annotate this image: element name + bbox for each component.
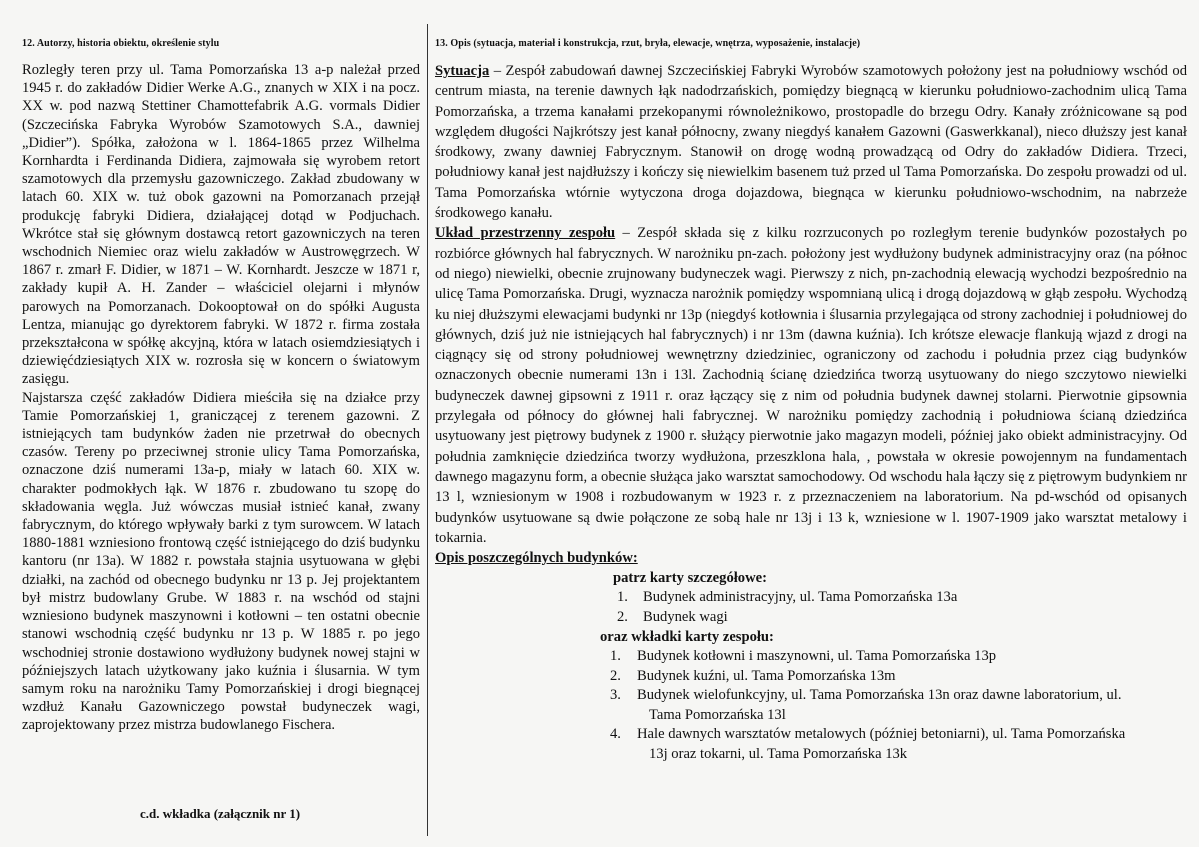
inserts-list: [435, 647, 1187, 764]
list-item: 2. Budynek wagi: [617, 608, 728, 625]
situation-paragraph: [435, 61, 1187, 223]
history-paragraph-1: Rozległy teren przy ul. Tama Pomorzańska 13 a-p należał przed 1945 r. do zakładów Didier Werke A.G., znanych w XIX i na pocz. XX w. pod nazwą Stettiner Chamottefabrik A.G. vormals Didier (Szczecińska Fabryka Wyrobów Szamotowych S.A., dawniej „Didier”). Spółka, założona w l. 1864-1865 przez Wilhelma Kornhardta i Ferdinanda Didiera, zajmowała się wyrobem retort szamotowych dla przemysłu gazowniczego. Zakład zbudowany w latach 60. XIX w. tuż obok gazowni na Pomorzanach przejął produkcję fabryki Didiera, działającej dotąd w Podjuchach. Wkrótce stał się głównym dostawcą retort gazowniczych na teren wschodnich Niemiec oraz wielu zakładów w Austrowęgrzech. W 1867 r. zmarł F. Didier, w 1871 – W. Kornhardt. Jeszcze w 1871 r, zakłady kupił A. H. Zander – właściciel olejarni i młynów parowych na Pomorzanach. Dokooptował on do spółki Augusta Lentza, mianując go dyrektorem fabryki. W 1872 r. firma została przekształcona w spółkę akcyjną, która w latach osiemdziesiątych i dziewięćdziesiątych XIX w. rozrosła się w koncern o światowym zasięgu.: [22, 62, 420, 388]
list-item: 4. Hale dawnych warsztatów metalowych (później betoniarni), ul. Tama Pomorzańska 13j oraz tokarni, ul. Tama Pomorzańska 13k: [610, 726, 1126, 762]
history-column: [22, 38, 420, 735]
continuation-note: c.d. wkładka (załącznik nr 1): [140, 806, 301, 821]
layout-text: – Zespół składa się z kilku rozrzuconych po rozległym terenie budynków pozostałych po rozbiórce głównych hal fabrycznych. W narożniku pn-zach. położony jest wydłużony budynek administracyjny oraz (na północ od niego) niewielki, obecnie zrujnowany budyneczek wagi. Pierwszy z nich, pn-zachodnią elewacją wychodzi bezpośrednio na ulicę Tama Pomorzańska. Drugi, wyznacza narożnik pomiędzy wspomnianą ulicą i drogą dojazdową w głąb zespołu. Wychodzą ku niej dłuższymi elewacjami budynki nr 13p (niegdyś kotłownia i ślusarnia przylegająca od strony zachodniej i południowej do głównych, dziś już nie istniejących hal fabrycznych) i nr 13m (dawna kuźnia). Ich krótsze elewacje flankują wjazd z drogi na ciągnący się od strony południowej wewnętrzny dziedziniec, ograniczony od zachodu i południa przez ciąg budynków oznaczonych obecnie numerami 13n i 13l. Zachodnią ścianę dziedzińca tworzą usytuowany do niego szczytowo niewielki budyneczek dawnej gipsowni z 1911 r. oraz łączący się z nim od południa budynek dawnej stolarni. Pierwotnie gipsownia przylegała od północy do głównej hali fabrycznej. W narożniku pomiędzy zachodnią i południowa ścianą dziedzińca usytuowany jest piętrowy budynek z 1900 r. służący pierwotnie jako magazyn modeli, później jako obiekt administracyjny. Od południa zamknięcie dziedzińca tworzy wydłużona, przeszklona hala, , powstała w okresie powojennym na fundamentach dawnego magazynu form, a obecnie służąca jako warsztat samochodowy. Od wschodu hala łączy się z piętrowym budynkiem nr 13 l, wzniesionym w 1908 i rozbudowanym w 1923 r. z przeznaczeniem na laboratorium. Na pd-wschód od opisanych budynków usytuowane są dwie połączone ze sobą hale nr 13j i 13 k, wzniesione w l. 1907-1909 jako warsztat metalowy i tokarnia.: [435, 225, 1187, 546]
detail-cards-list: [435, 588, 1187, 627]
history-text: [22, 61, 420, 735]
column-divider: [427, 24, 428, 836]
history-heading: 12. Autorzy, historia obiektu, określenie stylu: [22, 38, 220, 49]
situation-label: Sytuacja: [435, 63, 490, 79]
description-column: [435, 38, 1187, 764]
list-item: 1. Budynek administracyjny, ul. Tama Pomorzańska 13a: [617, 589, 958, 606]
history-paragraph-2: Najstarsza część zakładów Didiera mieściła się na działce przy Tamie Pomorzańskiej 1, graniczącej z terenem gazowni. Z istniejących tam budynków żaden nie przetrwał do obecnych czasów. Tereny po przeciwnej stronie ulicy Tama Pomorzańska, oznaczone dziś numerami 13a-p, miały w latach 60. XIX w. charakter podmokłych łąk. W 1876 r. zbudowano tu szopę do składowania węgla. Już wówczas musiał istnieć kanał, zwany fabrycznym, do którego wpływały barki z tym surowcem. W latach 1880-1881 wzniesiono frontową część istniejącego do dziś budynku kantoru (nr 13a). W 1882 r. powstała stajnia usytuowana w głębi działki, na zachód od obecnego budynku nr 13 p. Jej projektantem był mistrz budowlany Grube. W 1883 r. na wschód od stajni wzniesiono budynek maszynowni i kotłowni – ten ostatni obecnie stanowi wschodnią część budynku nr 13 p. W 1885 r. po jego wschodniej stronie dostawiono wydłużony budynek nowej stajni w późniejszych latach użytkowany jako kuźnia i ślusarnia. W tym samym roku na narożniku Tamy Pomorzańskiej i drogi biegnącej wzdłuż Kanału Gazowniczego powstał budyneczek wagi, zaprojektowany przez mistrza budowlanego Fischera.: [22, 389, 420, 734]
layout-label: Układ przestrzenny zespołu: [435, 225, 616, 242]
layout-paragraph: [435, 223, 1187, 548]
description-text: [435, 61, 1187, 548]
inserts-heading: oraz wkładki karty zespołu:: [600, 629, 774, 646]
situation-text: – Zespół zabudowań dawnej Szczecińskiej Fabryki Wyrobów szamotowych położony jest na południowy wschód od centrum miasta, na terenie dawnych łąk nadodrzańskich, pomiędzy biegnącą w kierunku południowo-zachodnim ulicą Tama Pomorzańska, a trzema kanałami przekopanymi równoleżnikowo, prostopadle do brzegu Odry. Kanały zróżnicowane są pod względem długości Najkrótszy jest kanał północny, zwany niegdyś kanałem Gazowni (Gaswerkkanal), nieco dłuższy jest kanał środkowy, zwany dawniej Fabrycznym. Stanowił on drogę wodną prowadzącą od Odry do zakładów Didiera. Trzeci, południowy kanał jest najdłuższy i kończy się niewielkim basenem tuż przed ul Tama Pomorzańska. Do zespołu prowadzi od ul. Tama Pomorzańska wtórnie wytyczona droga dojazdowa, biegnąca w kierunku południowo-wschodnim, na nabrzeże środkowego kanału.: [435, 63, 1187, 222]
detail-cards-heading: patrz karty szczegółowe:: [613, 570, 767, 587]
list-item: 2. Budynek kuźni, ul. Tama Pomorzańska 13m: [610, 667, 896, 684]
list-item: 3. Budynek wielofunkcyjny, ul. Tama Pomorzańska 13n oraz dawne laboratorium, ul. Tama Pomorzańska 13l: [610, 687, 1122, 723]
list-item: 1. Budynek kotłowni i maszynowni, ul. Tama Pomorzańska 13p: [610, 648, 997, 665]
buildings-heading: Opis poszczególnych budynków:: [435, 550, 638, 567]
description-heading: 13. Opis (sytuacja, materiał i konstrukcja, rzut, bryła, elewacje, wnętrza, wyposażenie, instalacje): [435, 38, 861, 49]
